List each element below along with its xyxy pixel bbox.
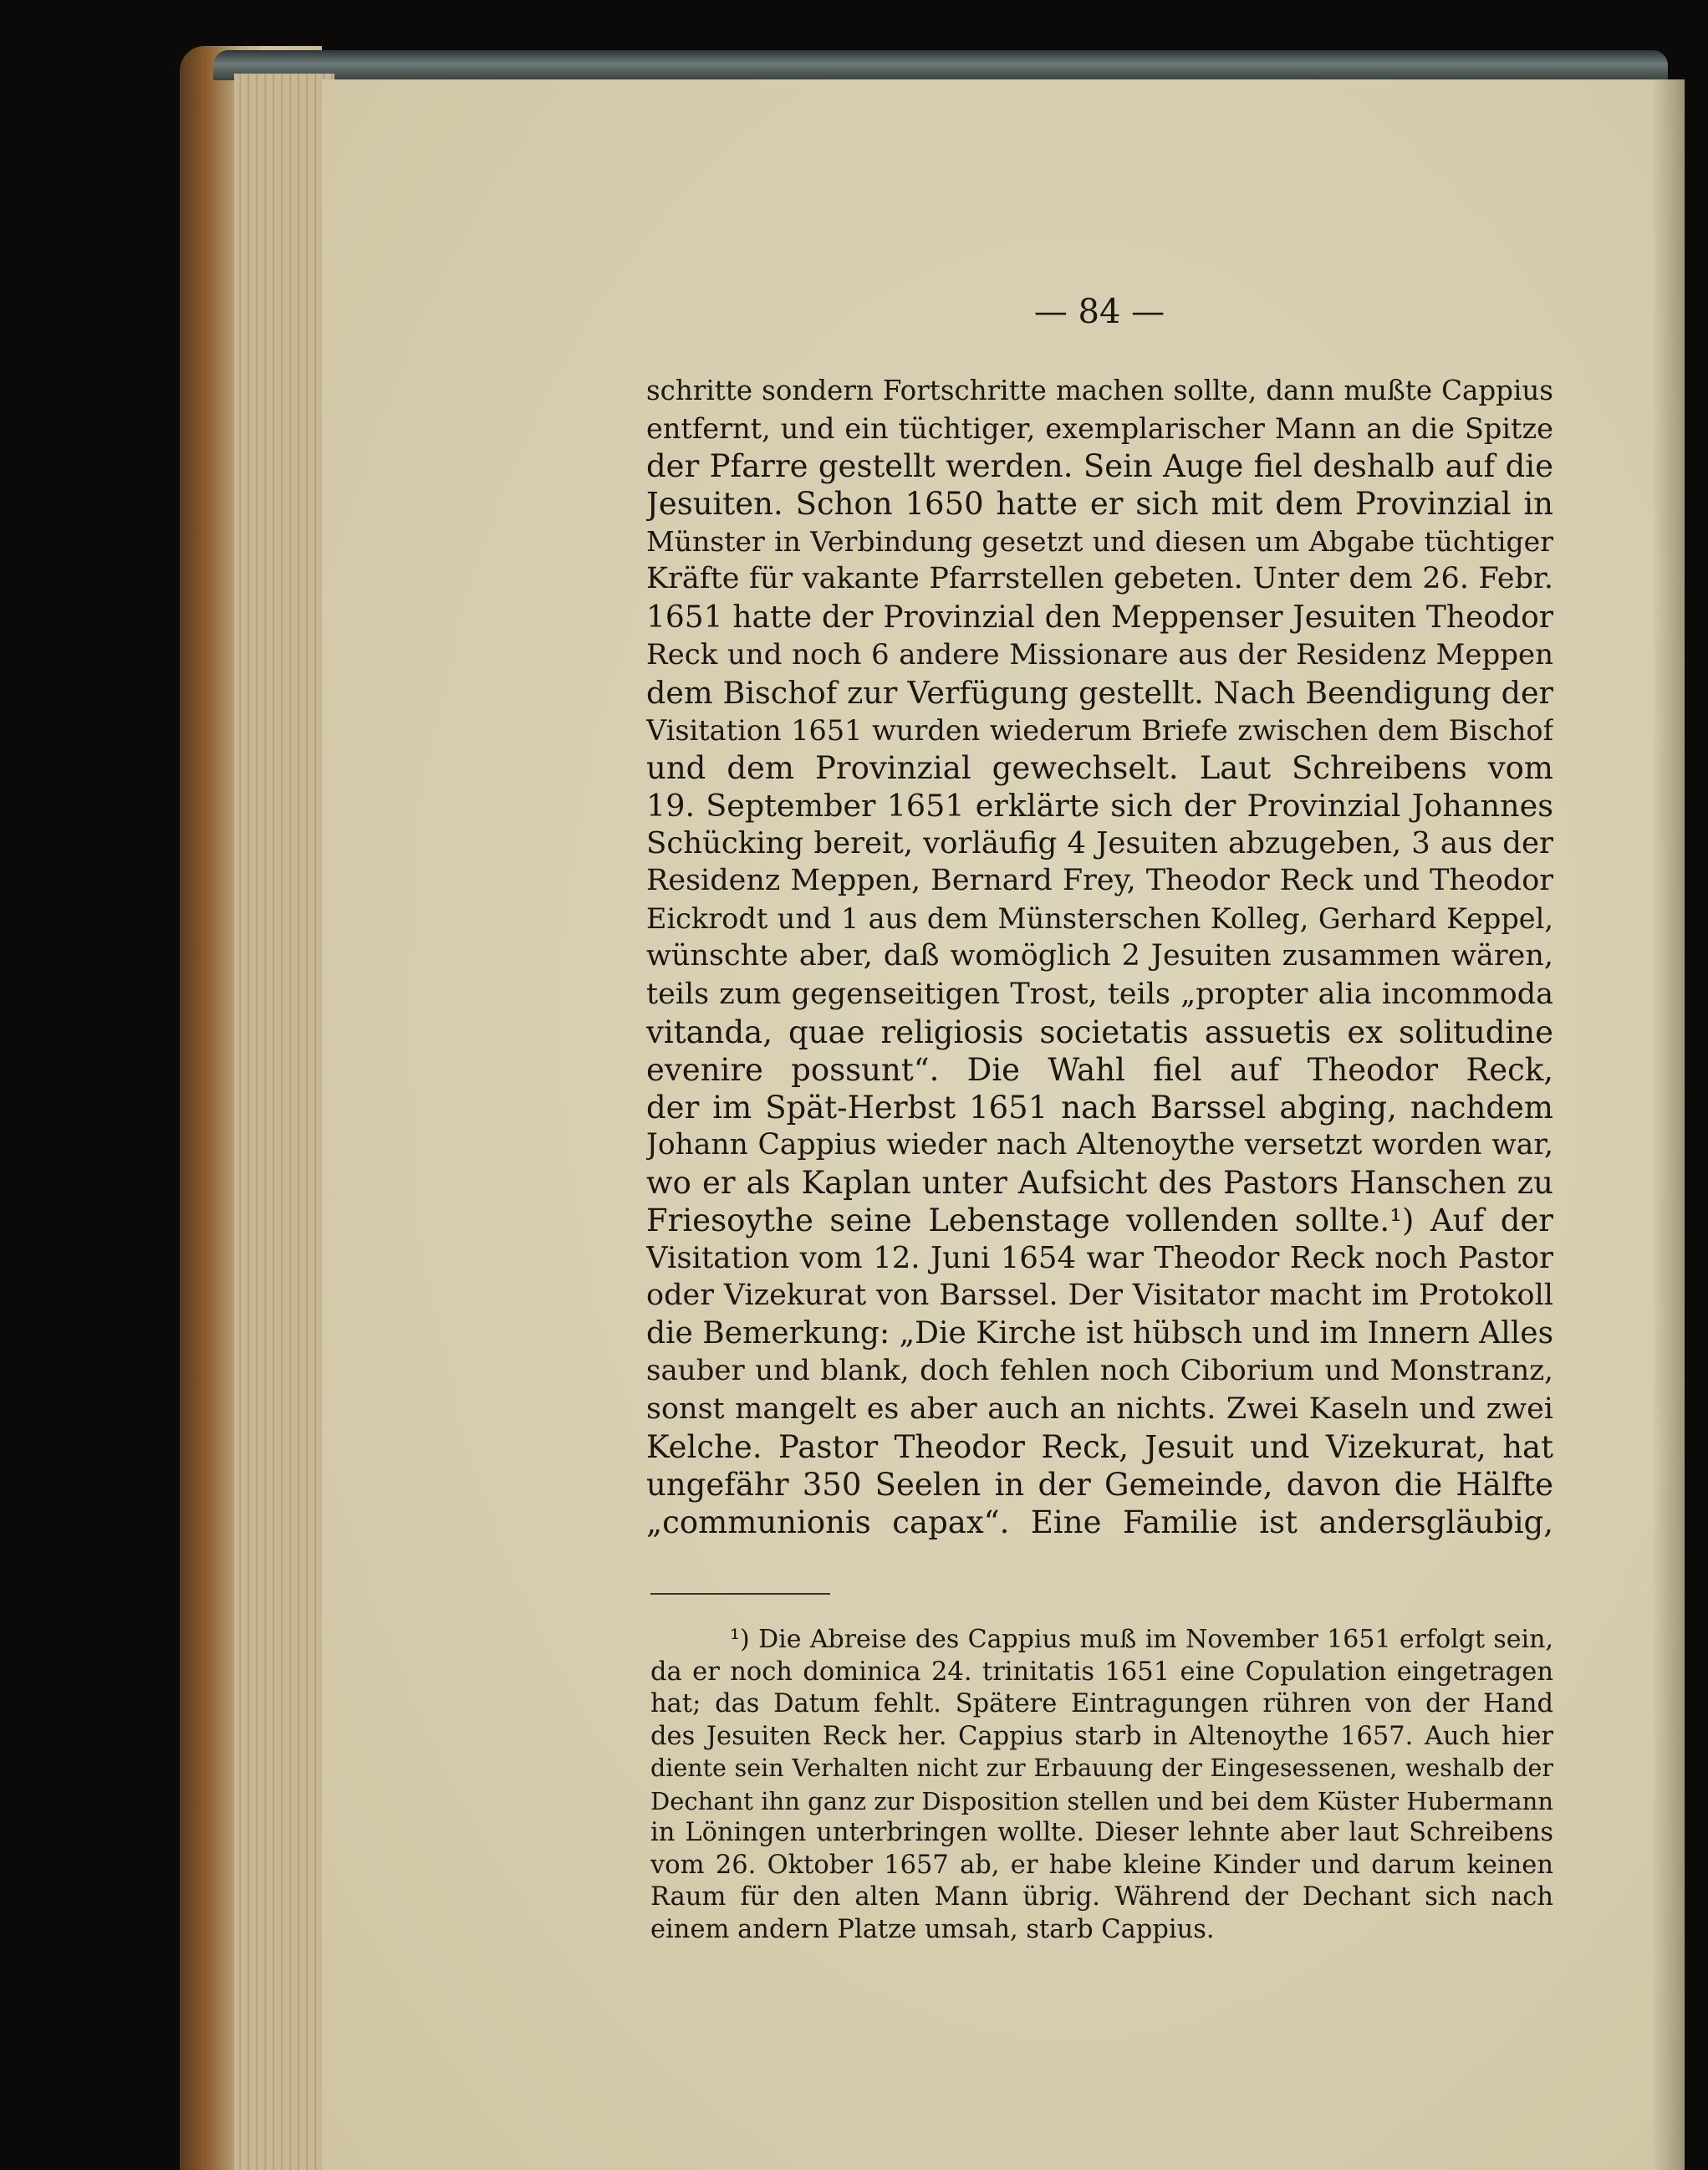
body-line: 19. September 1651 erklärte sich der Provinzial Johannes [646,788,1553,825]
gutter-shadow [1651,79,1685,2170]
body-line: Visitation 1651 wurden wiederum Briefe zwischen dem Bischof [646,713,1553,747]
body-line: teils zum gegenseitigen Trost, teils „propter alia incommoda [646,977,1553,1011]
body-line: der im Spät-Herbst 1651 nach Barssel abging, nachdem [646,1089,1553,1126]
body-line: Visitation vom 12. Juni 1654 war Theodor Reck noch Pastor [646,1241,1553,1276]
footnote-line: in Löningen unterbringen wollte. Dieser lehnte aber laut Schreibens [650,1818,1553,1847]
body-line: Jesuiten. Schon 1650 hatte er sich mit dem Provinzial in [646,486,1553,523]
body-line: Eickrodt und 1 aus dem Münsterschen Kolleg, Gerhard Keppel, [646,902,1553,936]
body-line: sonst mangelt es aber auch an nichts. Zwei Kaseln und zwei [646,1391,1553,1426]
body-line: wünschte aber, daß womöglich 2 Jesuiten zusammen wären, [646,939,1553,973]
footnote-line: vom 26. Oktober 1657 ab, er habe kleine Kinder und darum keinen [650,1850,1553,1880]
footnote-line: Dechant ihn ganz zur Disposition stellen und bei dem Küster Hubermann [650,1786,1553,1815]
footnote-line: diente sein Verhalten nicht zur Erbauung der Eingesessenen, weshalb der [650,1754,1553,1782]
footnote-separator [650,1593,830,1595]
body-line: Kelche. Pastor Theodor Reck, Jesuit und Vizekurat, hat [646,1428,1553,1465]
body-line: evenire possunt“. Die Wahl fiel auf Theodor Reck, [646,1051,1553,1088]
body-line: vitanda, quae religiosis societatis assuetis ex solitudine [646,1014,1553,1050]
body-line: Schücking bereit, vorläufig 4 Jesuiten abzugeben, 3 aus der [646,826,1553,861]
body-line: schritte sondern Fortschritte machen sollte, dann mußte Cappius [646,375,1553,406]
body-line: ungefähr 350 Seelen in der Gemeinde, davon die Hälfte [646,1466,1553,1503]
body-line: der Pfarre gestellt werden. Sein Auge fiel deshalb auf die [646,448,1553,485]
body-line: 1651 hatte der Provinzial den Meppenser Jesuiten Theodor [646,600,1553,635]
body-line: entfernt, und ein tüchtiger, exemplarischer Mann an die Spitze [646,412,1553,446]
body-line: die Bemerkung: „Die Kirche ist hübsch und im Innern Alles [646,1316,1553,1351]
body-line: „communionis capax“. Eine Familie ist andersgläubig, [646,1504,1553,1540]
body-line: und dem Provinzial gewechselt. Laut Schreibens vom [646,749,1553,786]
body-text [646,372,1553,1541]
body-line: Reck und noch 6 andere Missionare aus der Residenz Meppen [646,637,1553,671]
body-line: Kräfte für vakante Pfarrstellen gebeten. Unter dem 26. Febr. [646,562,1553,596]
footnote-line: hat; das Datum fehlt. Spätere Eintragungen rühren von der Hand [650,1689,1553,1718]
body-line: Münster in Verbindung gesetzt und diesen um Abgabe tüchtiger [646,525,1553,559]
page-number: — 84 — [1033,293,1165,331]
footnote-line: da er noch dominica 24. trinitatis 1651 eine Copulation eingetragen [650,1657,1553,1687]
body-line: sauber und blank, doch fehlen noch Ciborium und Monstranz, [646,1354,1553,1388]
footnote [650,1624,1553,1946]
book-cover-top [213,50,1668,80]
body-line: Johann Cappius wieder nach Altenoythe versetzt worden war, [646,1127,1553,1162]
footnote-line: des Jesuiten Reck her. Cappius starb in Altenoythe 1657. Auch hier [650,1721,1553,1751]
page-stack-edges [234,74,334,2170]
body-line: wo er als Kaplan unter Aufsicht des Pastors Hanschen zu [646,1164,1553,1201]
body-line: oder Vizekurat von Barssel. Der Visitator macht im Protokoll [646,1279,1553,1313]
body-line: Friesoythe seine Lebenstage vollenden sollte.¹) Auf der [646,1202,1553,1239]
footnote-line: einem andern Platze umsah, starb Cappius. [650,1914,1215,1944]
footnote-line: ¹) Die Abreise des Cappius muß im November 1651 erfolgt sein, [730,1625,1553,1654]
body-line: dem Bischof zur Verfügung gestellt. Nach Beendigung der [646,674,1553,711]
footnote-line: Raum für den alten Mann übrig. Während der Dechant sich nach [650,1882,1553,1912]
body-line: Residenz Meppen, Bernard Frey, Theodor Reck und Theodor [646,864,1553,898]
